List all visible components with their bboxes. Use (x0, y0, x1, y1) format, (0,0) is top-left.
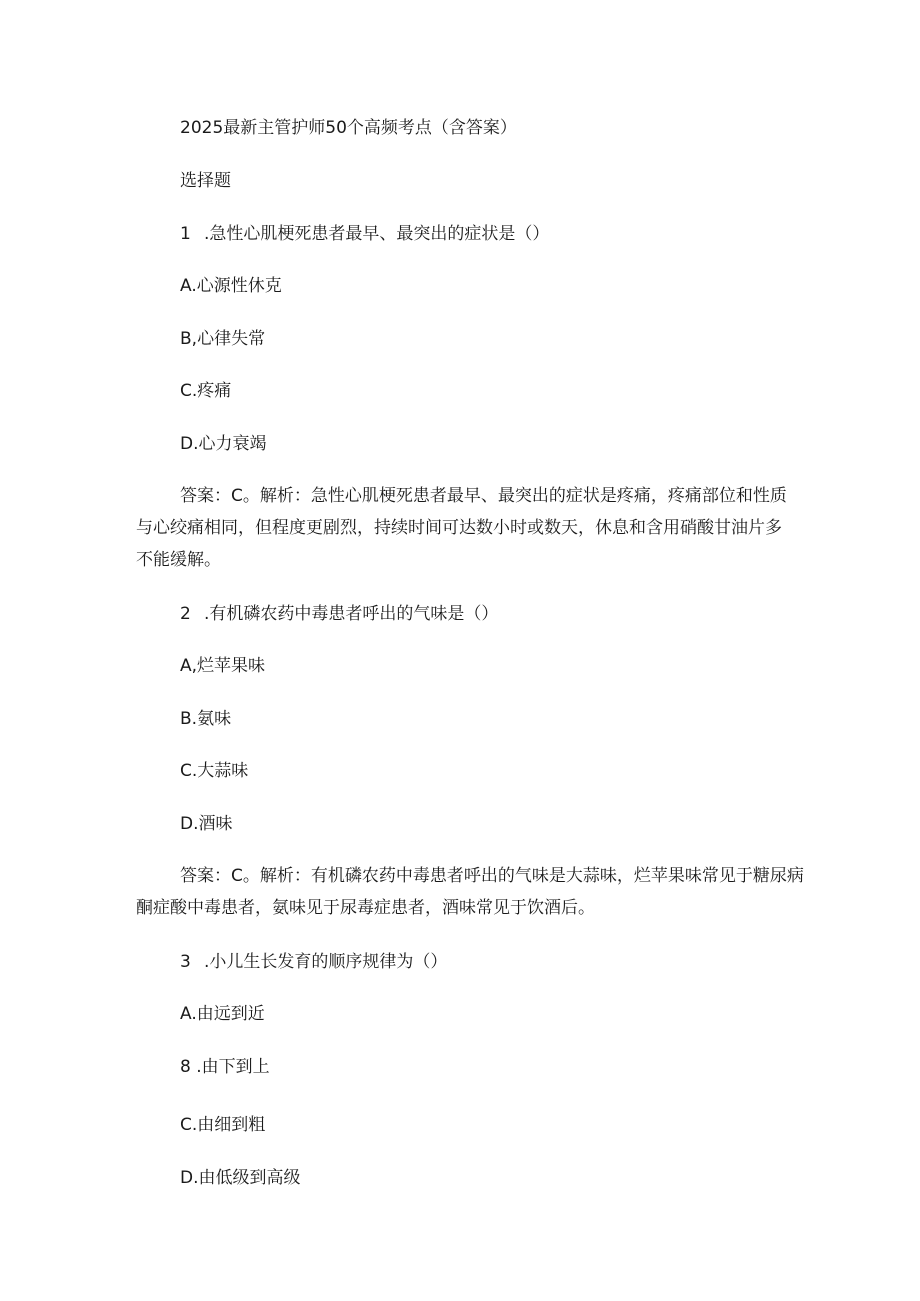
question-3-option-a: A.由远到近 (180, 1004, 265, 1024)
question-2-option-d: D.酒味 (180, 814, 233, 834)
question-1-stem (180, 224, 549, 244)
question-number: 2 (180, 604, 191, 624)
question-2-stem (180, 604, 498, 624)
question-1-answer-line-2: 与心绞痛相同，但程度更剧烈，持续时间可达数小时或数天，休息和含用硝酸甘油片多 (136, 518, 782, 538)
question-2-option-a: A,烂苹果味 (180, 656, 266, 676)
question-3-option-d: D.由低级到高级 (180, 1168, 301, 1188)
question-1-answer-line-3: 不能缓解。 (136, 550, 221, 570)
question-2-option-c: C.大蒜味 (180, 761, 249, 781)
section-heading: 选择题 (180, 171, 231, 191)
question-3-option-c: C.由细到粗 (180, 1115, 266, 1135)
question-1-option-d: D.心力衰竭 (180, 434, 267, 454)
question-2-answer-line-1: 答案：C。解析：有机磷农药中毒患者呼出的气味是大蒜味，烂苹果味常见于糖尿病 (180, 866, 804, 886)
question-1-option-b: B,心律失常 (180, 329, 266, 349)
question-number: 1 (180, 224, 191, 244)
document-title: 2025最新主管护师50个高频考点（含答案） (180, 118, 517, 138)
question-2-option-b: B.氨味 (180, 709, 232, 729)
question-1-option-a: A.心源性休克 (180, 276, 282, 296)
question-3-option-b: 8 .由下到上 (180, 1057, 270, 1077)
question-number: 3 (180, 952, 191, 972)
question-text: .急性心肌梗死患者最早、最突出的症状是（） (204, 224, 550, 244)
question-text: .小儿生长发育的顺序规律为（） (204, 952, 448, 972)
question-1-answer-line-1: 答案：C。解析：急性心肌梗死患者最早、最突出的症状是疼痛，疼痛部位和性质 (180, 486, 787, 506)
question-1-option-c: C.疼痛 (180, 381, 232, 401)
question-3-stem (180, 952, 447, 972)
question-2-answer-line-2: 酮症酸中毒患者，氨味见于尿毒症患者，酒味常见于饮酒后。 (136, 898, 595, 918)
question-text: .有机磷农药中毒患者呼出的气味是（） (204, 604, 499, 624)
